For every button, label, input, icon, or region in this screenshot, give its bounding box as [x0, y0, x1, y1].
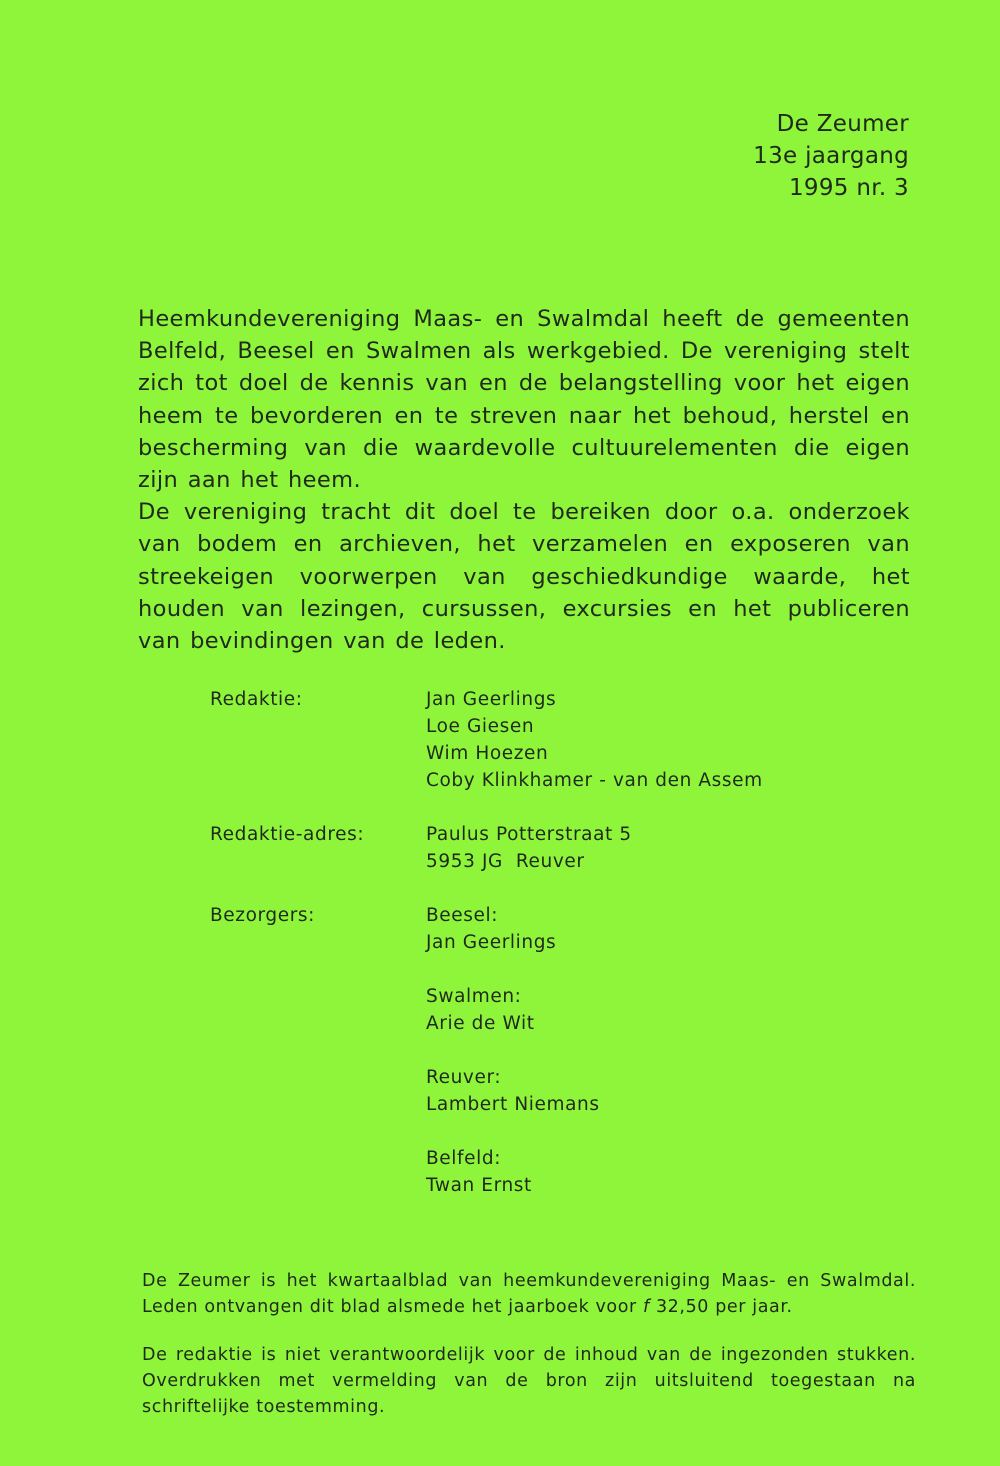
- intro-paragraph-1: Heemkundevereniging Maas- en Swalmdal heeft de gemeenten Belfeld, Beesel en Swalmen als werkgebied. De vereniging stelt zich tot doel de kennis van en de belangstelling voor het eigen heem te bevorderen en te streven naar het behoud, herstel en bescherming van die waardevolle cultuurelementen die eigen zijn aan het heem.: [138, 306, 910, 494]
- bezorger-place: Belfeld:: [426, 1148, 502, 1169]
- redaktie-adres-label: Redaktie-adres:: [210, 824, 365, 845]
- bezorgers-row: [210, 902, 850, 1199]
- bezorger-place: Reuver:: [426, 1067, 502, 1088]
- redaktie-name: Loe Giesen: [426, 716, 535, 737]
- publication-title: De Zeumer: [776, 111, 909, 137]
- subscription-info: [142, 1268, 916, 1320]
- redaktie-label: Redaktie:: [210, 689, 303, 710]
- redaktie-name: Jan Geerlings: [426, 689, 557, 710]
- address-city: 5953 JG Reuver: [426, 851, 585, 872]
- bezorger-group: [426, 1064, 850, 1118]
- bezorger-name: Twan Ernst: [426, 1175, 532, 1196]
- subscription-info-after: 32,50 per jaar.: [649, 1297, 793, 1317]
- footer-text: [142, 1268, 916, 1420]
- bezorger-name: Arie de Wit: [426, 1013, 535, 1034]
- redaktie-name: Coby Klinkhamer - van den Assem: [426, 770, 763, 791]
- bezorger-group: [426, 1145, 850, 1199]
- bezorgers-label: Bezorgers:: [210, 905, 315, 926]
- subscription-info-before: De Zeumer is het kwartaalblad van heemkundevereniging Maas- en Swalmdal. Leden ontvangen dit blad alsmede het jaarboek voor: [142, 1271, 916, 1317]
- disclaimer: De redaktie is niet verantwoordelijk voor de inhoud van de ingezonden stukken. Overdrukken met vermelding van de bron zijn uitsluitend toegestaan na schriftelijke toestemming.: [142, 1345, 916, 1417]
- address-street: Paulus Potterstraat 5: [426, 824, 632, 845]
- bezorger-place: Swalmen:: [426, 986, 522, 1007]
- bezorger-place: Beesel:: [426, 905, 499, 926]
- volume-label: 13e jaargang: [753, 143, 909, 169]
- redaktie-adres-lines: [426, 821, 850, 875]
- issue-label: 1995 nr. 3: [788, 175, 909, 201]
- masthead: [753, 108, 909, 204]
- credits-block: [210, 686, 850, 1199]
- bezorger-name: Jan Geerlings: [426, 932, 557, 953]
- intro-text: [138, 303, 910, 657]
- redaktie-row: [210, 686, 850, 794]
- redaktie-name: Wim Hoezen: [426, 743, 549, 764]
- bezorger-name: Lambert Niemans: [426, 1094, 600, 1115]
- currency-symbol: f: [643, 1297, 650, 1317]
- redaktie-adres-row: [210, 821, 850, 875]
- bezorger-group: [426, 983, 850, 1037]
- intro-paragraph-2: De vereniging tracht dit doel te bereiken door o.a. onderzoek van bodem en archieven, het verzamelen en exposeren van streekeigen voorwerpen van geschiedkundige waarde, het houden van lezingen, cursussen, excursies en het publiceren van bevindingen van de leden.: [138, 499, 910, 655]
- redaktie-names: [426, 686, 850, 794]
- bezorger-group: [426, 902, 850, 956]
- bezorgers-list: [426, 902, 850, 1199]
